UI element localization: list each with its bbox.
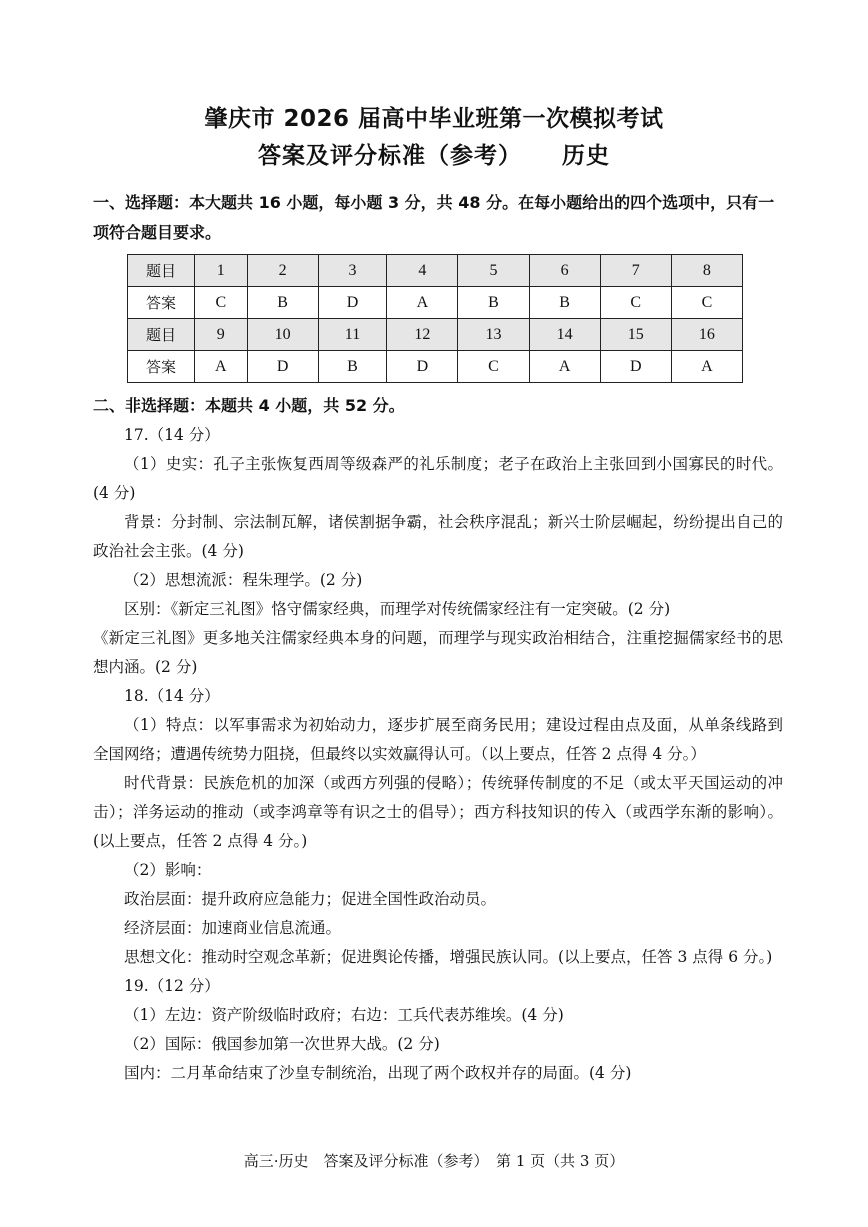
answer-cell: A — [195, 351, 248, 383]
question-number: 3 — [318, 255, 387, 287]
answer-cell: C — [458, 351, 529, 383]
paragraph: 经济层面：加速商业信息流通。 — [124, 919, 342, 937]
answer-cell: C — [195, 287, 248, 319]
question-number: 10 — [247, 319, 318, 351]
question-number: 14 — [529, 319, 600, 351]
paragraph: 背景：分封制、宗法制瓦解，诸侯割据争霸，社会秩序混乱；新兴士阶层崛起，纷纷提出自己的政治社会主张。(4 分) — [93, 513, 783, 560]
question-number: 15 — [600, 319, 671, 351]
question-number: 2 — [247, 255, 318, 287]
answer-cell: D — [387, 351, 458, 383]
answer-cell: B — [458, 287, 529, 319]
subtitle-text: 答案及评分标准（参考） — [258, 143, 522, 169]
answer-cell: A — [529, 351, 600, 383]
paragraph: 思想文化：推动时空观念革新；促进舆论传播，增强民族认同。(以上要点，任答 3 点得 6 分。) — [124, 948, 773, 966]
row-label: 答案 — [128, 287, 195, 319]
paragraph: （2）国际：俄国参加第一次世界大战。(2 分) — [124, 1035, 440, 1053]
question-number: 7 — [600, 255, 671, 287]
question-number: 9 — [195, 319, 248, 351]
paragraph: 时代背景：民族危机的加深（或西方列强的侵略）；传统驿传制度的不足（或太平天国运动的冲击）；洋务运动的推动（或李鸿章等有识之士的倡导）；西方科技知识的传入（或西学东渐的影响）。(以上要点，任答 2 点得 4 分。) — [93, 774, 783, 850]
question-number: 1 — [195, 255, 248, 287]
paragraph: （1）史实：孔子主张恢复西周等级森严的礼乐制度；老子在政治上主张回到小国寡民的时代。(4 分) — [93, 455, 783, 502]
question-number: 6 — [529, 255, 600, 287]
answer-cell: C — [671, 287, 742, 319]
question-number: 16 — [671, 319, 742, 351]
question-number: 11 — [318, 319, 387, 351]
answer-cell: B — [247, 287, 318, 319]
answer-cell: D — [247, 351, 318, 383]
question-number: 13 — [458, 319, 529, 351]
paragraph: 政治层面：提升政府应急能力；促进全国性政治动员。 — [124, 890, 497, 908]
section-two-body — [93, 421, 783, 1088]
table-row — [128, 255, 743, 287]
answer-cell: D — [318, 287, 387, 319]
paragraph: （1）左边：资产阶级临时政府；右边：工兵代表苏维埃。(4 分) — [124, 1006, 564, 1024]
question-number: 8 — [671, 255, 742, 287]
question-number: 4 — [387, 255, 458, 287]
answer-table — [127, 254, 743, 383]
row-label: 答案 — [128, 351, 195, 383]
exam-title: 肇庆市 2026 届高中毕业班第一次模拟考试 — [204, 106, 664, 132]
paragraph: 19.（12 分） — [124, 977, 220, 995]
page-footer: 高三·历史 答案及评分标准（参考） 第 1 页（共 3 页） — [243, 1152, 625, 1170]
paragraph: 18.（14 分） — [124, 687, 220, 705]
table-row — [128, 351, 743, 383]
answer-cell: A — [671, 351, 742, 383]
question-number: 12 — [387, 319, 458, 351]
answer-cell: D — [600, 351, 671, 383]
subject-label: 历史 — [562, 143, 610, 169]
paragraph: （2）思想流派：程朱理学。(2 分) — [124, 571, 363, 589]
answer-cell: B — [529, 287, 600, 319]
answer-cell: C — [600, 287, 671, 319]
paragraph: 区别：《新定三礼图》恪守儒家经典，而理学对传统儒家经注有一定突破。(2 分) — [124, 600, 671, 618]
section-one-heading: 一、选择题：本大题共 16 小题，每小题 3 分，共 48 分。在每小题给出的四个选项中，只有一项符合题目要求。 — [93, 193, 775, 242]
paragraph: （1）特点：以军事需求为初始动力，逐步扩展至商务民用；建设过程由点及面，从单条线路到全国网络；遭遇传统势力阻挠，但最终以实效赢得认可。（以上要点，任答 2 点得 4 分。） — [93, 716, 783, 763]
row-label: 题目 — [128, 319, 195, 351]
answer-cell: A — [387, 287, 458, 319]
table-row — [128, 287, 743, 319]
document-subtitle — [0, 137, 868, 170]
paragraph: 《新定三礼图》更多地关注儒家经典本身的问题，而理学与现实政治相结合，注重挖掘儒家经书的思想内涵。(2 分) — [93, 629, 783, 676]
paragraph: 国内：二月革命结束了沙皇专制统治，出现了两个政权并存的局面。(4 分) — [124, 1064, 632, 1082]
question-number: 5 — [458, 255, 529, 287]
paragraph: 17.（14 分） — [124, 426, 220, 444]
table-row — [128, 319, 743, 351]
section-two-heading: 二、非选择题：本题共 4 小题，共 52 分。 — [93, 396, 405, 415]
row-label: 题目 — [128, 255, 195, 287]
paragraph: （2）影响： — [124, 861, 212, 879]
answer-cell: B — [318, 351, 387, 383]
